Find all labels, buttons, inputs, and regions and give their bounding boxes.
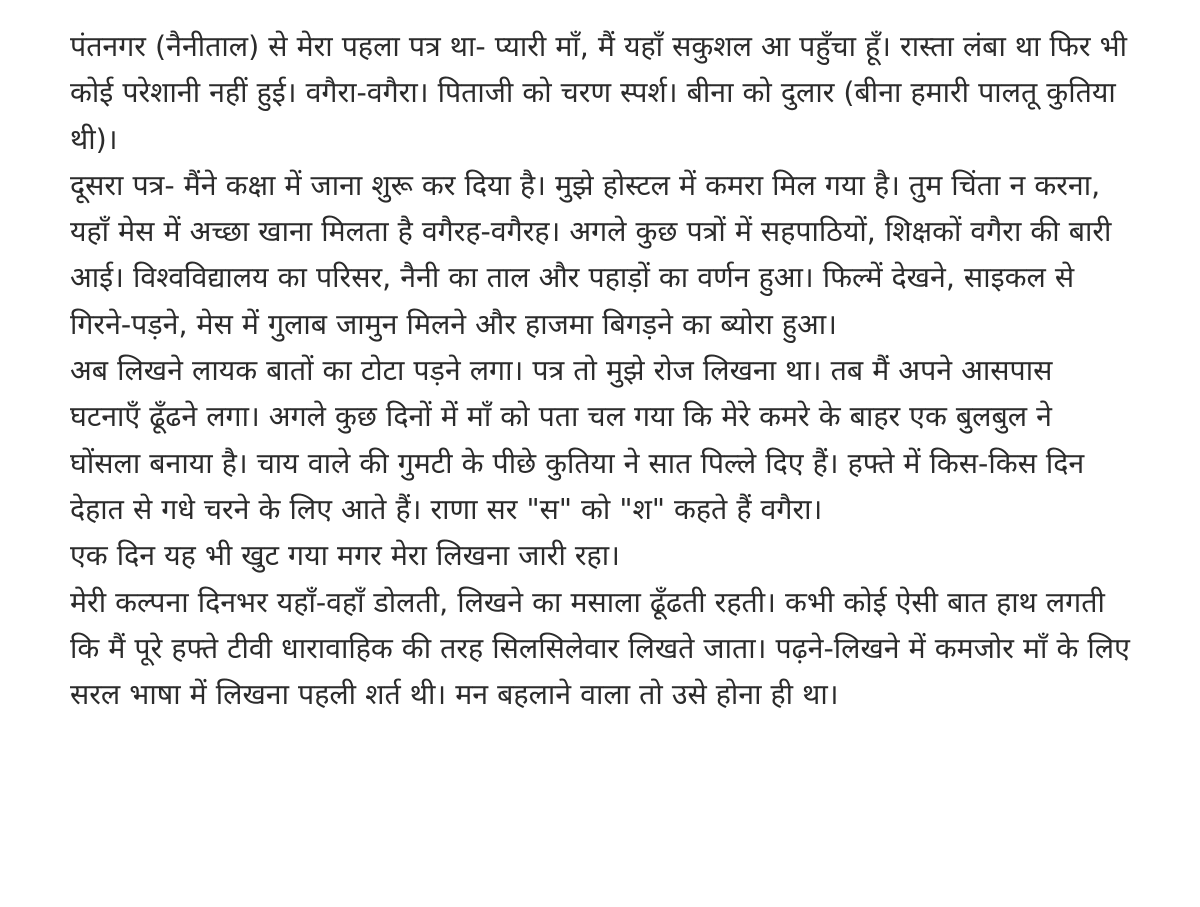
paragraph-running-out-of-topics: अब लिखने लायक बातों का टोटा पड़ने लगा। पत्र तो मुझे रोज लिखना था। तब मैं अपने आसपास घटनाएँ ढूँढने लगा। अगले कुछ दिनों में माँ को पता चल गया कि मेरे कमरे के बाहर एक बुलबुल ने घोंसला बनाया है। चाय वाले की गुमटी के पीछे कुतिया ने सात पिल्ले दिए हैं। हफ्ते में किस-किस दिन देहात से गधे चरने के लिए आते हैं। राणा सर "स" को "श" कहते हैं वगैरा। — [70, 354, 1085, 526]
document-body — [70, 24, 1130, 718]
paragraph-imagination: मेरी कल्पना दिनभर यहाँ-वहाँ डोलती, लिखने का मसाला ढूँढती रहती। कभी कोई ऐसी बात हाथ लगती कि मैं पूरे हफ्ते टीवी धारावाहिक की तरह सिलसिलेवार लिखते जाता। पढ़ने-लिखने में कमजोर माँ के लिए सरल भाषा में लिखना पहली शर्त थी। मन बहलाने वाला तो उसे होना ही था। — [70, 585, 1130, 712]
paragraph-writing-continued: एक दिन यह भी खुट गया मगर मेरा लिखना जारी रहा। — [70, 539, 620, 573]
paragraph-second-letter: दूसरा पत्र- मैंने कक्षा में जाना शुरू कर दिया है। मुझे होस्टल में कमरा मिल गया है। तुम चिंता न करना, यहाँ मेस में अच्छा खाना मिलता है वगैरह-वगैरह। अगले कुछ पत्रों में सहपाठियों, शिक्षकों वगैरा की बारी आई। विश्वविद्यालय का परिसर, नैनी का ताल और पहाड़ों का वर्णन हुआ। फिल्में देखने, साइकल से गिरने-पड़ने, मेस में गुलाब जामुन मिलने और हाजमा बिगड़ने का ब्योरा हुआ। — [70, 168, 1112, 341]
paragraph-first-letter: पंतनगर (नैनीताल) से मेरा पहला पत्र था- प्यारी माँ, मैं यहाँ सकुशल आ पहुँचा हूँ। रास्ता लंबा था फिर भी कोई परेशानी नहीं हुई। वगैरा-वगैरा। पिताजी को चरण स्पर्श। बीना को दुलार (बीना हमारी पालतू कुतिया थी)। — [70, 30, 1128, 156]
